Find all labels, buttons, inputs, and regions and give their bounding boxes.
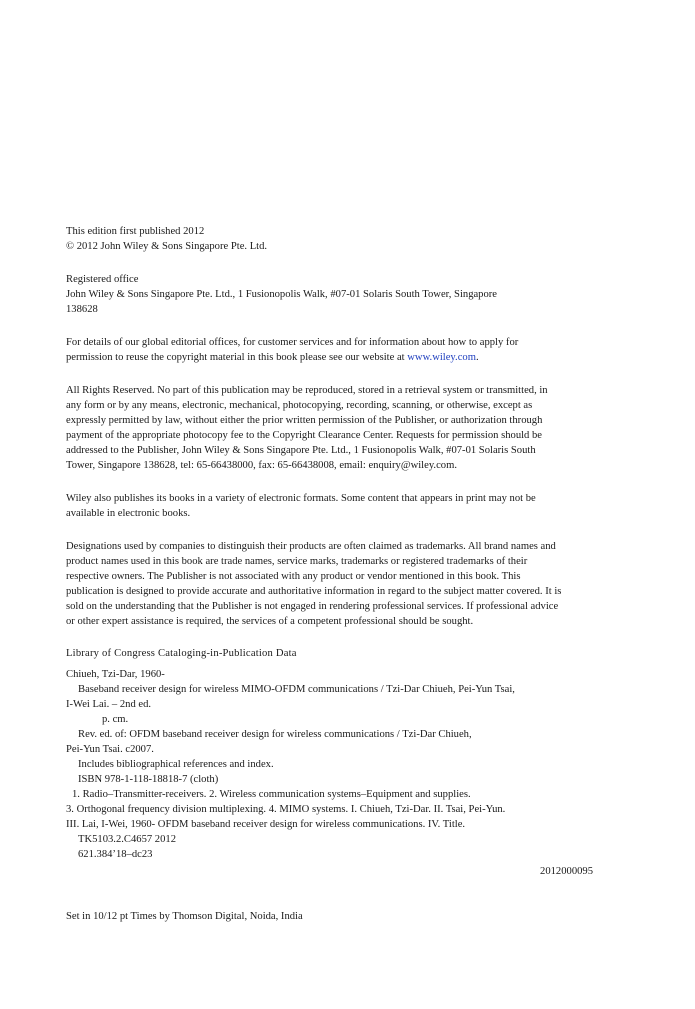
formats-line: Wiley also publishes its books in a variety of electronic formats. Some content that appears in print may not be — [66, 493, 536, 504]
trademarks-line: sold on the understanding that the Publisher is not engaged in rendering professional services. If professional advice — [66, 601, 559, 612]
cip-includes: Includes bibliographical references and index. — [78, 759, 274, 770]
editorial-offices-line: For details of our global editorial offices, for customer services and for information about how to apply for — [66, 337, 519, 348]
cip-subjects-line: 1. Radio–Transmitter-receivers. 2. Wireless communication systems–Equipment and supplies. — [72, 789, 471, 800]
cip-subjects-line: III. Lai, I-Wei, 1960- OFDM baseband receiver design for wireless communications. IV. Title. — [66, 819, 466, 830]
cip-title-line: I-Wei Lai. – 2nd ed. — [66, 699, 152, 710]
cip-isbn: ISBN 978-1-118-18818-7 (cloth) — [78, 774, 219, 785]
edition-notice — [66, 224, 611, 254]
cip-revision-line: Pei-Yun Tsai. c2007. — [66, 744, 154, 755]
rights-line: any form or by any means, electronic, mechanical, photocopying, recording, scanning, or otherwise, except as — [66, 400, 533, 411]
colophon — [66, 909, 611, 924]
formats-line: available in electronic books. — [66, 508, 191, 519]
cip-subjects-line: 3. Orthogonal frequency division multiplexing. 4. MIMO systems. I. Chiueh, Tzi-Dar. II. Tsai, Pei-Yun. — [66, 804, 506, 815]
registered-office-address: John Wiley & Sons Singapore Pte. Ltd., 1 Fusionopolis Walk, #07-01 Solaris South Tower, Singapore — [66, 289, 498, 300]
cip-pages: p. cm. — [102, 714, 129, 725]
trademarks-line: publication is designed to provide accurate and authoritative information in regard to the subject matter covered. It is — [66, 586, 562, 597]
editorial-offices-paragraph — [66, 335, 611, 365]
cip-lccn: 2012000095 — [540, 866, 593, 877]
cip-record — [66, 667, 611, 879]
registered-office-postcode: 138628 — [66, 304, 98, 315]
rights-line: addressed to the Publisher, John Wiley & Sons Singapore Pte. Ltd., 1 Fusionopolis Walk, #07-01 Solaris South — [66, 445, 536, 456]
rights-line: expressly permitted by law, without either the prior written permission of the Publisher, or authorization through — [66, 415, 543, 426]
electronic-formats-paragraph — [66, 491, 611, 521]
copyright-line: © 2012 John Wiley & Sons Singapore Pte. Ltd. — [66, 241, 268, 252]
trademarks-line: respective owners. The Publisher is not associated with any product or vendor mentioned in this book. This — [66, 571, 521, 582]
copyright-page — [66, 224, 611, 924]
cip-author: Chiueh, Tzi-Dar, 1960- — [66, 669, 165, 680]
registered-office-heading: Registered office — [66, 274, 139, 285]
cip-lc-class: TK5103.2.C4657 2012 — [78, 834, 176, 845]
trademarks-line: Designations used by companies to distinguish their products are often claimed as trademarks. All brand names and — [66, 541, 556, 552]
cip-dewey: 621.384’18–dc23 — [78, 849, 153, 860]
cip-title: Library of Congress Cataloging-in-Publication Data — [66, 648, 297, 659]
rights-line: Tower, Singapore 138628, tel: 65-66438000, fax: 65-66438008, email: enquiry@wiley.com. — [66, 460, 457, 471]
cip-title-line: Baseband receiver design for wireless MIMO-OFDM communications / Tzi-Dar Chiueh, Pei-Yun Tsai, — [78, 684, 515, 695]
trademarks-line: or other expert assistance is required, the services of a competent professional should be sought. — [66, 616, 474, 627]
period: . — [475, 352, 479, 363]
cip-revision-line: Rev. ed. of: OFDM baseband receiver design for wireless communications / Tzi-Dar Chiueh, — [78, 729, 472, 740]
trademarks-paragraph — [66, 539, 611, 629]
rights-line: payment of the appropriate photocopy fee to the Copyright Clearance Center. Requests for permission should be — [66, 430, 543, 441]
cip-heading — [66, 646, 611, 661]
registered-office — [66, 272, 611, 317]
wiley-website-link[interactable]: www.wiley.com — [407, 352, 476, 363]
rights-paragraph — [66, 383, 611, 473]
editorial-offices-text: permission to reuse the copyright material in this book please see our website at — [66, 352, 408, 363]
rights-line: All Rights Reserved. No part of this publication may be reproduced, stored in a retrieval system or transmitted, in — [66, 385, 548, 396]
editorial-offices-line — [66, 350, 611, 365]
colophon-text: Set in 10/12 pt Times by Thomson Digital, Noida, India — [66, 911, 303, 922]
trademarks-line: product names used in this book are trade names, service marks, trademarks or registered trademarks of their — [66, 556, 528, 567]
edition-line: This edition first published 2012 — [66, 226, 205, 237]
